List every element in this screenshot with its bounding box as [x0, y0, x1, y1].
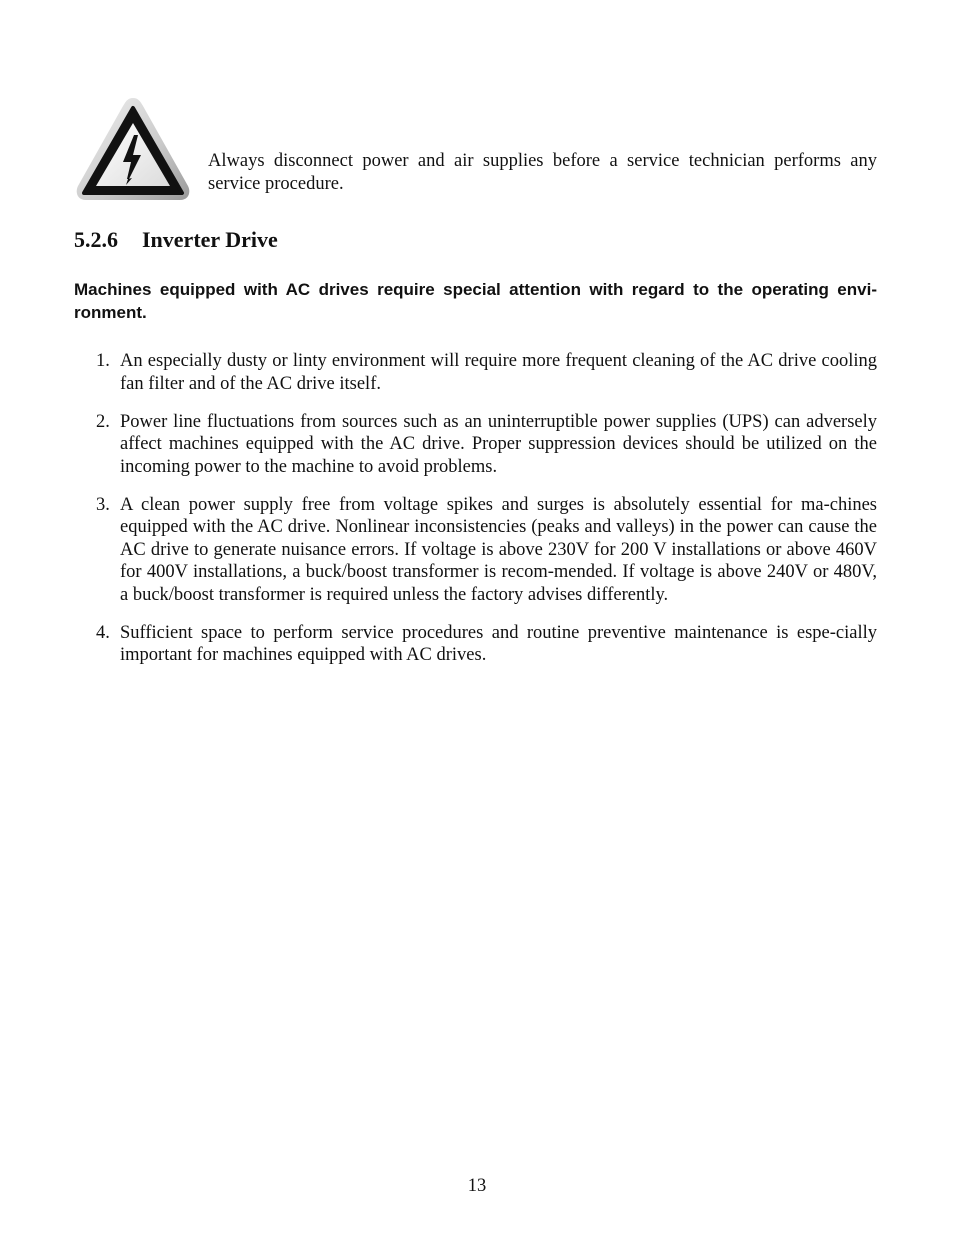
- list-marker: 1.: [96, 351, 110, 371]
- high-voltage-warning-icon: [74, 96, 192, 202]
- requirements-list: [74, 350, 877, 682]
- list-marker: 4.: [96, 622, 110, 643]
- list-item: [74, 622, 877, 667]
- page-number: 13: [467, 1176, 487, 1196]
- list-item-text: Power line fluctuations from sources such as an uninterruptible power supplies (UPS) can adversely affect machines equipped with the AC drive. Proper suppression devices should be utilized on the incoming power to the machine to avoid problems.: [120, 411, 877, 477]
- intro-paragraph: Machines equipped with AC drives require special attention with regard to the operating envi-ronment.: [74, 280, 877, 322]
- list-item: [74, 350, 877, 395]
- list-marker: 2.: [96, 411, 110, 432]
- list-item-text: An especially dusty or linty environment will require more frequent cleaning of the AC drive cooling fan filter and of the AC drive itself.: [120, 351, 877, 394]
- list-marker: 3.: [96, 494, 110, 515]
- list-item-text: Sufficient space to perform service procedures and routine preventive maintenance is espe-cially important for machines equipped with AC drives.: [120, 622, 877, 665]
- list-item: [74, 494, 877, 607]
- section-number: 5.2.6: [74, 227, 118, 252]
- list-item: [74, 411, 877, 479]
- section-heading: [74, 226, 278, 254]
- list-item-text: A clean power supply free from voltage spikes and surges is absolutely essential for ma-chines equipped with the AC drive. Nonlinear inconsistencies (peaks and valleys) in the power can cause the AC drive to generate nuisance errors. If voltage is above 230V for 200 V installations or above 460V for 400V installations, a buck/boost transformer is recom-mended. If voltage is above 240V or 480V, a buck/boost transformer is required unless the factory advises differently.: [120, 494, 877, 605]
- warning-text: Always disconnect power and air supplies before a service technician performs any service procedure.: [208, 151, 877, 194]
- warning-block: [74, 96, 877, 202]
- section-title: Inverter Drive: [142, 227, 278, 252]
